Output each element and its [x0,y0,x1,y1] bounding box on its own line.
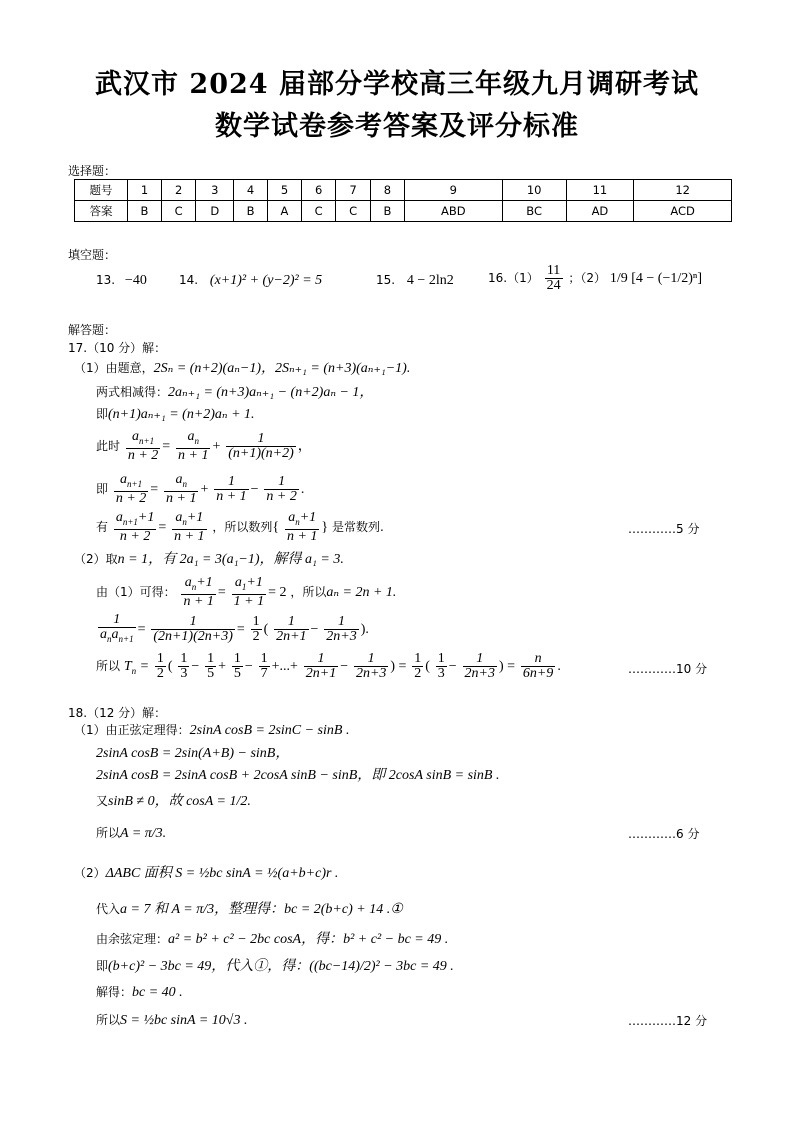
question-number: 11 [566,180,634,201]
q17-line-4: 此时 $\frac{a_{n+1}}{n + 2}$ = $\frac{a_n}{n + 1}$ + $\frac{1}{(n+1)(n+2)}$ ， [96,429,312,463]
solve-label: 解答题： [68,323,117,337]
q18-score-2: …………12 分 [628,1014,708,1028]
q17-line-9: $\frac{1}{a_na_{n+1}}$ = $\frac{1}{(2n+1)(2n+3)}$ = $\frac{1}{2}$ ( $\frac{1}{2n+1}$ − $\frac{1}{2n+3}$ ). [100,612,369,644]
q15-answer: 4 − 2ln2 [406,273,454,288]
choice-answer-table [74,179,732,222]
question-number: 12 [634,180,732,201]
q18-line-6: （2）ΔABC 面积 S = ½bc sinA = ½(a+b+c)r . [74,866,339,881]
fill-answers-row [96,273,147,289]
question-number: 1 [128,180,162,201]
question-number: 10 [502,180,566,201]
question-number: 5 [268,180,302,201]
answer-cell: B [370,201,404,222]
answer-cell: BC [502,201,566,222]
answer-cell: AD [566,201,634,222]
question-number: 2 [161,180,195,201]
q13-answer: −40 [124,273,147,288]
title-line-2: 数学试卷参考答案及评分标准 [215,111,579,142]
q18-line-7: 代入a = 7 和 A = π/3，整理得：bc = 2(b+c) + 14 .① [96,902,403,917]
q18-line-4: 又sinB ≠ 0，故 cosA = 1/2. [96,794,251,809]
q17-line-3: 即(n+1)aₙ₊₁ = (n+2)aₙ + 1. [96,407,255,422]
question-number: 6 [301,180,335,201]
q17-head: 17.（10 分）解： [68,341,167,355]
q17-line-2: 两式相减得：2aₙ₊₁ = (n+3)aₙ₊₁ − (n+2)aₙ − 1， [96,385,374,400]
question-number: 4 [234,180,268,201]
q17-line-5: 即 $\frac{a_{n+1}}{n + 2}$ = $\frac{a_n}{n + 1}$ + $\frac{1}{n + 1}$ − $\frac{1}{n + 2}$ . [96,472,305,506]
q18-head: 18.（12 分）解： [68,706,167,720]
fill-label: 填空题： [68,248,117,262]
q17-line-1: （1）由题意，2Sₙ = (n+2)(aₙ−1)，2Sₙ₊₁ = (n+3)(aₙ₊₁−1). [74,361,411,376]
q16-separator: ；（2） [568,271,607,285]
table-row [75,180,732,201]
q17-line-8: 由（1）可得： $\frac{a_n+1}{n + 1}$ = $\frac{a_1+1}{1 + 1}$ = 2 ，所以aₙ = 2n + 1. [96,575,397,609]
answer-cell: A [268,201,302,222]
answer-cell: ABD [404,201,502,222]
q14-answer: (x+1)² + (y−2)² = 5 [209,273,323,288]
answer-cell: B [234,201,268,222]
answer-cell: D [196,201,234,222]
answer-cell: C [161,201,195,222]
fill-q15 [376,273,454,289]
q17-score-1: …………5 分 [628,522,700,536]
question-number: 9 [404,180,502,201]
q18-score-1: …………6 分 [628,827,700,841]
q18-line-3: 2sinA cosB = 2sinA cosB + 2cosA sinB − sinB，即 2cosA sinB = sinB . [96,768,500,783]
question-number: 8 [370,180,404,201]
table-header-cell: 题号 [75,180,128,201]
q18-line-11: 所以S = ½bc sinA = 10√3 . [96,1013,248,1028]
q18-line-10: 解得：bc = 40 . [96,985,183,1000]
q18-line-9: 即(b+c)² − 3bc = 49，代入①，得：((bc−14)/2)² − 3bc = 49 . [96,959,454,974]
q18-line-1: （1）由正弦定理得：2sinA cosB = 2sinC − sinB . [74,723,350,738]
choice-label: 选择题： [68,164,117,178]
q16-answer-2: 1/9 [4 − (−1/2)ⁿ] [609,271,702,286]
q14-number: 14. [179,273,199,287]
question-number: 7 [336,180,370,201]
q18-line-8: 由余弦定理：a² = b² + c² − 2bc cosA，得：b² + c² − bc = 49 . [96,932,449,947]
q16-answer-1: $\frac{11}{24}$ [546,263,561,293]
q16-number: 16.（1） [488,271,539,285]
q17-score-2: …………10 分 [628,662,708,676]
q17-line-7: （2）取n = 1，有 2a₁ = 3(a₁−1)，解得 a₁ = 3. [74,552,344,567]
table-row [75,201,732,222]
q17-line-6: 有 $\frac{a_{n+1}+1}{n + 2}$ = $\frac{a_n+1}{n + 1}$ ，所以数列{ $\frac{a_n+1}{n + 1}$ } 是常数列. [96,510,384,544]
q13-number: 13. [96,273,116,287]
q15-number: 15. [376,273,396,287]
q18-line-5: 所以A = π/3. [96,826,167,841]
answer-cell: C [301,201,335,222]
title-line-1: 武汉市 2024 届部分学校高三年级九月调研考试 [95,69,699,100]
fill-q14 [179,273,322,289]
question-number: 3 [196,180,234,201]
answer-cell: ACD [634,201,732,222]
q18-line-2: 2sinA cosB = 2sin(A+B) − sinB， [96,746,290,761]
fill-q16 [488,264,702,293]
answer-cell: C [336,201,370,222]
q17-line-10: 所以 $T_n$ = $\frac{1}{2}$ ( $\frac{1}{3}$ − $\frac{1}{5}$ + $\frac{1}{5}$ − $\frac{1}{7}$ +...+ $\frac{1}{2n+1}$ − $\frac{1}{2n+3}$ ) = $\frac{1}{2}$ ( $\frac{1}{3}$ − $\frac{1}{2n+3}$ ) = $\frac{n}{6n+9}$ . [96,651,561,681]
answer-cell: B [128,201,162,222]
table-header-cell: 答案 [75,201,128,222]
